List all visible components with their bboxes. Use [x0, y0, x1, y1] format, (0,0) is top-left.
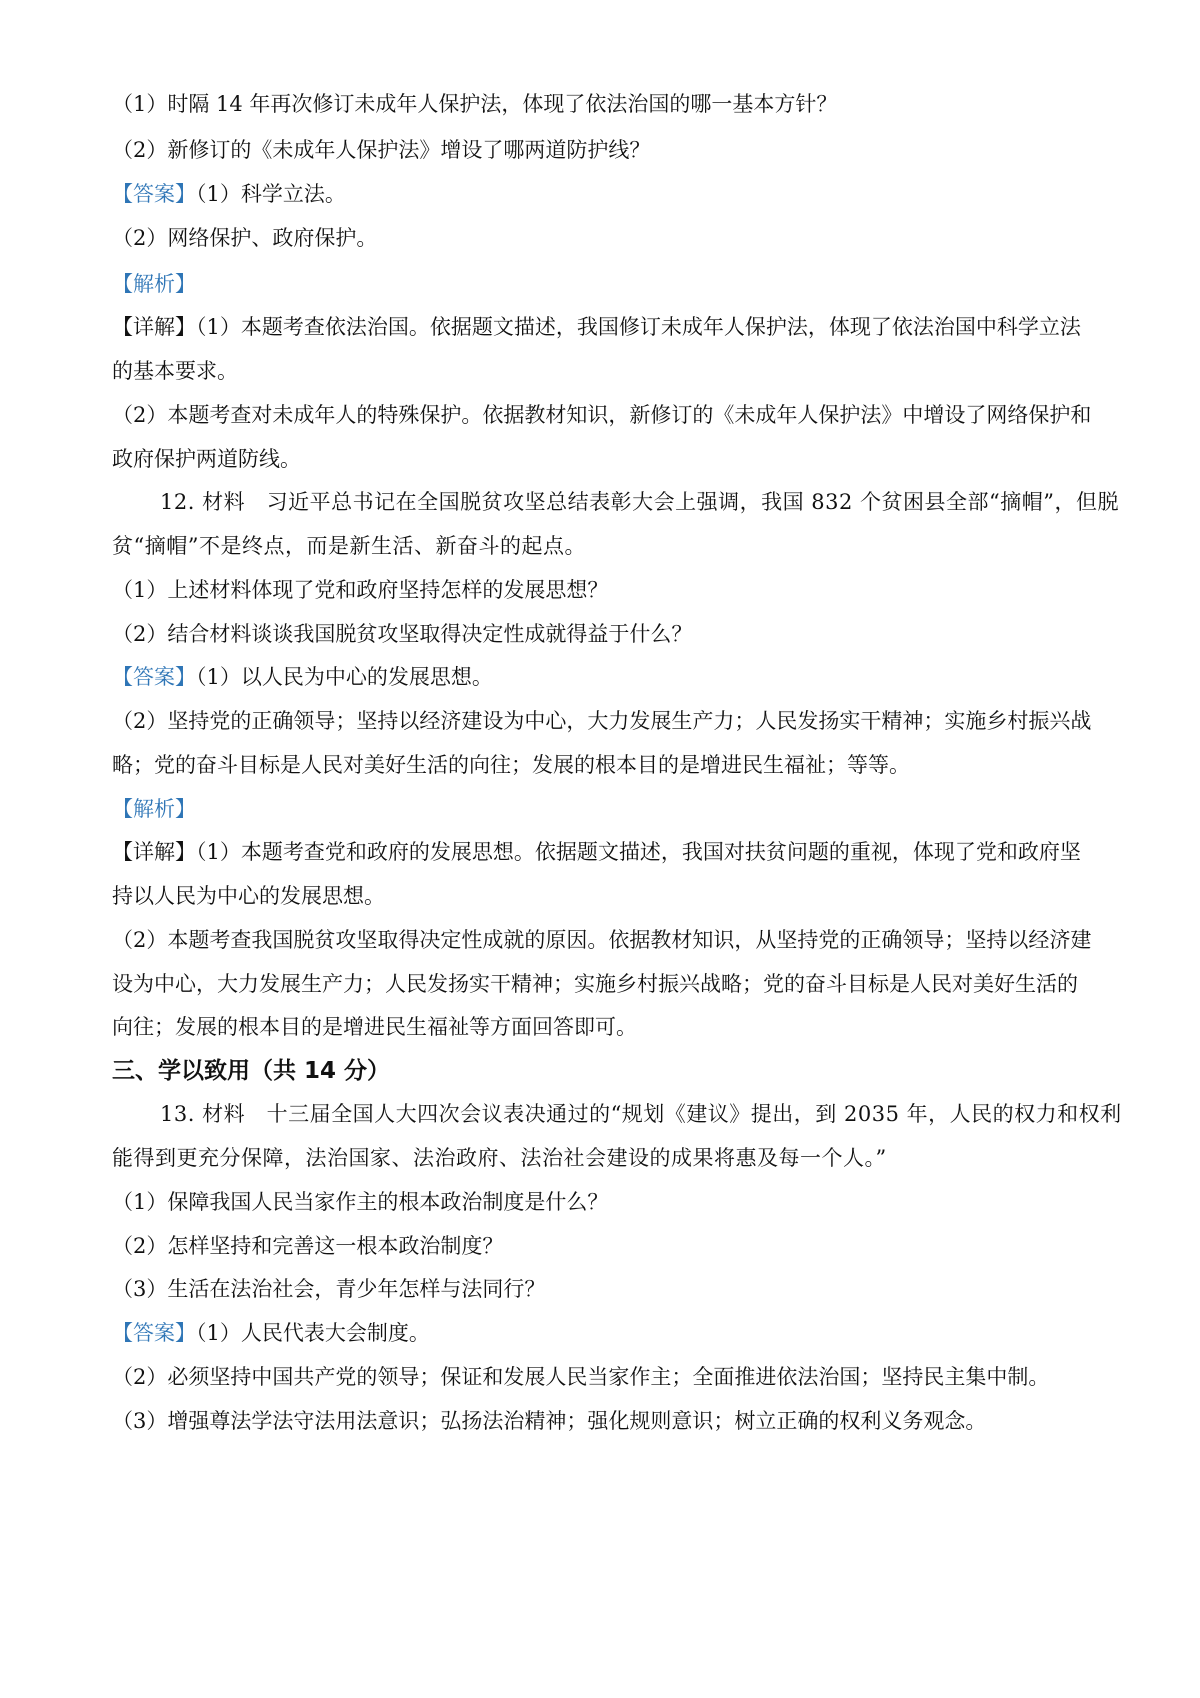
answer-tag: 【答案】 [112, 1321, 196, 1345]
q12-detail-2a: （2）本题考查我国脱贫攻坚取得决定性成就的原因。依据教材知识，从坚持党的正确领导；坚持以经济建 [112, 928, 1092, 952]
q13-sub-question-3: （3）生活在法治社会，青少年怎样与法同行？ [112, 1277, 546, 1301]
q13-answer-1: （1）人民代表大会制度。 [196, 1321, 430, 1345]
q12-sub-question-1: （1）上述材料体现了党和政府坚持怎样的发展思想？ [112, 578, 609, 602]
q12-answer-1: （1）以人民为中心的发展思想。 [196, 665, 493, 689]
q12-answer-2b: 略；党的奋斗目标是人民对美好生活的向往；发展的根本目的是增进民生福祉；等等。 [112, 753, 910, 777]
q13-answer-line-1 [112, 1318, 430, 1348]
q13-sub-question-1: （1）保障我国人民当家作主的根本政治制度是什么？ [112, 1190, 609, 1214]
q13-sub-question-2: （2）怎样坚持和完善这一根本政治制度？ [112, 1234, 504, 1258]
q11-detail-1b: 的基本要求。 [112, 359, 238, 383]
q13-answer-3: （3）增强尊法学法守法用法意识；弘扬法治精神；强化规则意识；树立正确的权利义务观念。 [112, 1409, 987, 1433]
q12-detail-2c: 向往；发展的根本目的是增进民生福祉等方面回答即可。 [112, 1015, 637, 1039]
q13-material-b: 能得到更充分保障，法治国家、法治政府、法治社会建设的成果将惠及每一个人。” [112, 1146, 887, 1170]
q13-answer-2: （2）必须坚持中国共产党的领导；保证和发展人民当家作主；全面推进依法治国；坚持民主集中制。 [112, 1365, 1050, 1389]
q12-answer-line-1 [112, 662, 493, 692]
q12-sub-question-2: （2）结合材料谈谈我国脱贫攻坚取得决定性成就得益于什么？ [112, 622, 693, 646]
detail-tag: 【详解】 [112, 315, 196, 339]
q11-answer-line-1 [112, 179, 346, 209]
q11-sub-question-1: （1）时隔 14 年再次修订未成年人保护法，体现了依法治国的哪一基本方针？ [112, 92, 838, 116]
q11-detail-2a: （2）本题考查对未成年人的特殊保护。依据教材知识，新修订的《未成年人保护法》中增设了网络保护和 [112, 403, 1092, 427]
answer-tag: 【答案】 [112, 665, 196, 689]
section-heading: 三、学以致用（共 14 分） [112, 1058, 391, 1084]
answer-tag: 【答案】 [112, 182, 196, 206]
q11-detail-1a: （1）本题考查依法治国。依据题文描述，我国修订未成年人保护法，体现了依法治国中科学立法 [196, 315, 1081, 339]
q13-material-a: 13. 材料 十三届全国人大四次会议表决通过的“规划《建议》提出，到 2035 年，人民的权力和权利 [160, 1102, 1122, 1126]
q12-detail-2b: 设为中心，大力发展生产力；人民发扬实干精神；实施乡村振兴战略；党的奋斗目标是人民对美好生活的 [112, 972, 1078, 996]
detail-tag: 【详解】 [112, 840, 196, 864]
q12-detail-1a: （1）本题考查党和政府的发展思想。依据题文描述，我国对扶贫问题的重视，体现了党和政府坚 [196, 840, 1081, 864]
analysis-tag: 【解析】 [112, 797, 196, 821]
q11-answer-2: （2）网络保护、政府保护。 [112, 226, 378, 250]
q12-detail-line-1 [112, 837, 1081, 867]
q11-answer-1: （1）科学立法。 [196, 182, 346, 206]
q12-material-a: 12. 材料 习近平总书记在全国脱贫攻坚总结表彰大会上强调，我国 832 个贫困县全部“摘帽”，但脱 [160, 490, 1119, 514]
q11-sub-question-2: （2）新修订的《未成年人保护法》增设了哪两道防护线？ [112, 138, 651, 162]
q12-detail-1b: 持以人民为中心的发展思想。 [112, 884, 385, 908]
q12-answer-2a: （2）坚持党的正确领导；坚持以经济建设为中心，大力发展生产力；人民发扬实干精神；实施乡村振兴战 [112, 709, 1092, 733]
analysis-tag: 【解析】 [112, 272, 196, 296]
q11-detail-2b: 政府保护两道防线。 [112, 447, 301, 471]
q12-material-b: 贫“摘帽”不是终点，而是新生活、新奋斗的起点。 [112, 534, 586, 558]
q11-detail-line-1 [112, 312, 1081, 342]
